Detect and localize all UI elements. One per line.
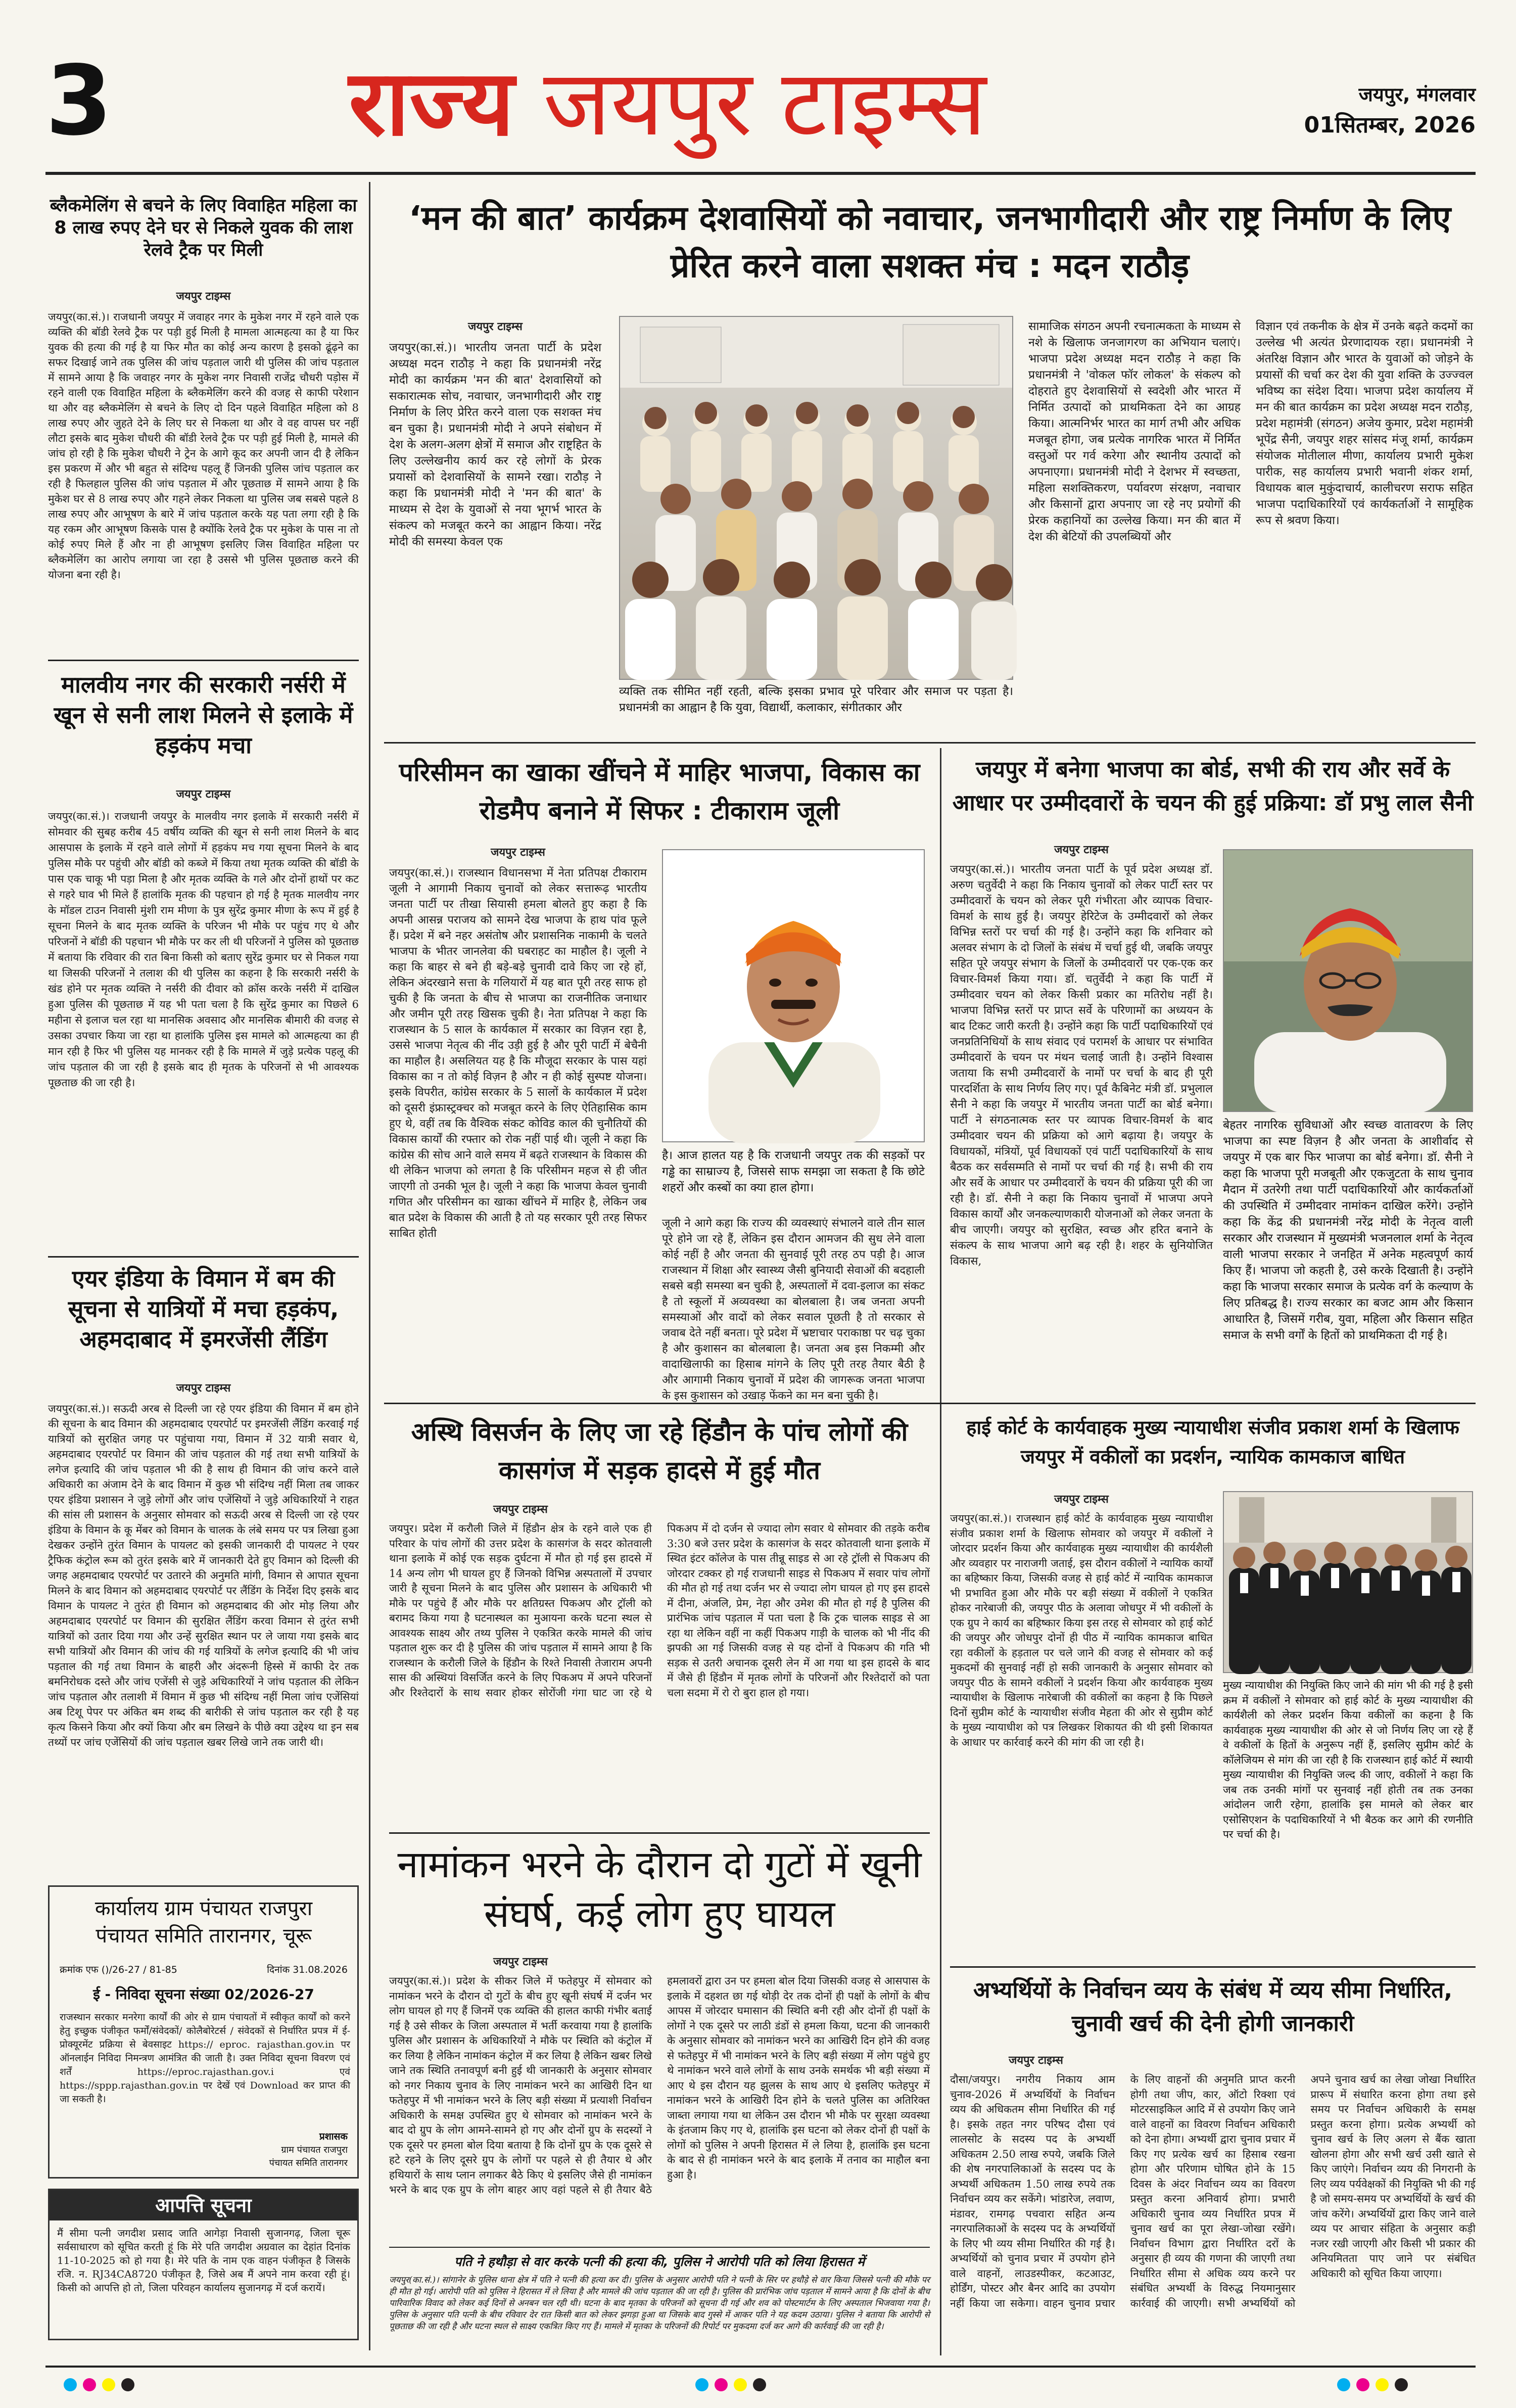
divider	[389, 2247, 930, 2248]
story-nursery-body: जयपुर(का.सं.)। राजधानी जयपुर के मालवीय नगर इलाके में सरकारी नर्सरी में सोमवार की सुबह करीब 45 वर्षीय व्यक्ति की खून से सनी लाश मिलने के बाद आसपास के इलाके में रहने वाले लोगों में हड़कंप मच गया सूचना मिलने के बाद पुलिस मौके पर पहुंची और बॉडी को कब्जे में किया तथा मृतक व्यक्ति की बॉडी के पास एक चाकू भी पड़ा मिला है और मृतक व्यक्ति के गले और दोनों हाथों पर कट से गहरे घाव भी मिले हैं हालांकि मृतक की पहचान हो गई है मृतक मालवीय नगर के मॉडल टाउन निवासी मुंशी राम मीणा के पुत्र सुरेंद्र कुमार मीणा के रूप में हुई है सूचना मिलने के बाद मृतक व्यक्ति के परिजन भी मौके पर पहुंच गए थे और परिजनों ने बॉडी की पहचान भी मौके पर कर ली थी परिजनों ने पुलिस को पूछताछ में बताया कि रविवार की रात बिना किसी को बताए सुरेंद्र कुमार घर से निकल गया था जिसकी परिजनों ने तलाश की थी पुलिस का कहना है कि सरकारी नर्सरी के खंड होने पर मृतक व्यक्ति ने नर्सरी की दीवार को क्रॉस करके नर्सरी में दाखिल हुआ पुलिस की पूछताछ में यह भी पता चला है कि सुरेंद्र कुमार का पिछले 6 महीना से इलाज चल रहा था मानसिक अवसाद और मानसिक बीमारी की वजह से उसका उपचार किया जा रहा था हालांकि पुलिस इस मामले को आत्महत्या का ही मान रही है फिर भी पुलिस यह मानकर रही है कि मामले में जुड़े प्रत्येक पहलू की जांच पड़ताल की जा रही है इसके बाद ही मृतक के परिजनों से भी आवश्यक पूछताछ की जा रही है।	[48, 810, 359, 1089]
footer-rule	[45, 2366, 1476, 2368]
story-mannkibaat-byline: जयपुर टाइम्स	[468, 320, 523, 333]
objection-body: मैं सीमा पत्नी जगदीश प्रसाद जाति आगेड़ा निवासी सुजानगढ़, जिला चूरू सर्वसाधारण को सूचित करती हूं कि मेरे पति जगदीश अग्रवाल का देहांत दिनांक 11-10-2025 को हो गया है। मेरे पति के नाम एक वाहन पंजीकृत है जिसके रजि. न. RJ34CA8720 पंजीकृत है, जिसे अब मैं अपने नाम करवा रही हूं। किसी को आपत्ति हो तो, जिला परिवहन कार्यालय सुजानगढ़ में दर्ज करायें।	[57, 2227, 350, 2294]
story-expense-byline: जयपुर टाइम्स	[1009, 2054, 1063, 2067]
footer-registration-marks	[692, 2378, 844, 2398]
tender-signatory-office: ग्राम पंचायत राजपुरा पंचायत समिति तारानगर	[269, 2145, 348, 2168]
story-hindon-body: जयपुर। प्रदेश में करौली जिले में हिंडौन क्षेत्र के रहने वाले एक ही परिवार के पांच लोगों की उत्तर प्रदेश के कासगंज के सदर कोतवाली थाना इलाके में कोई एक सड़क दुर्घटना में मौत हो गई इस हादसे में 14 अन्य लोग भी घायल हुए हैं जिनको विभिन्न अस्पतालों में उपचार जारी है सूचना मिलने के बाद पुलिस और प्रशासन के अधिकारी भी मौके पर पहुंचे हैं और मौके पर क्षतिग्रस्त पिकअप और ट्रॉली को बरामद किया गया है घटनास्थल का मुआयना करके घटना स्थल से आवश्यक साक्ष्य और तथ्य पुलिस ने एकत्रित करके मामले की जांच पड़ताल शुरू कर दी है पुलिस की जांच पड़ताल में सामने आया है कि राजस्थान के करौली जिले के हिंडौन के रिश्ते निवासी तेजाराम अपनी सास की अस्थियां विसर्जित करने के लिए पिकअप में अपने परिजनों और रिश्तेदारों के साथ सवार होकर सोरोंजी गंगा घाट जा रहे थे पिकअप में दो दर्जन से ज्यादा लोग सवार थे सोमवार की तड़के करीब 3:30 बजे उत्तर प्रदेश के कासगंज के सदर कोतवाली थाना इलाके में स्थित इंटर कॉलेज के पास तीन्नू साइड से आ रहे ट्रॉली से पिकअप की जोरदार टक्कर हो गई राजधानी साइड से पिकअप में सवार पांच लोगों की मौत हो गई तथा दर्जन भर से ज्यादा लोग घायल हो गए इस हादसे में दीना, अंजलि, प्रेम, नेहा और उमेश की मौत हो गई है पुलिस की प्रारंभिक जांच पड़ताल में पता चला है कि ट्रक चालक साइड से आ रहा था लेकिन वहीं ना कहीं पिकअप गाड़ी के चालक को भी नींद की झपकी आ गई जिसकी वजह से यह दोनों वे पिकअप की गति भी सड़क से उतरी अचानक दूसरी लेन में आ गया था इस हादसे के बाद में जैसे ही हिंडौन में मृतक लोगों के परिजनों और रिश्तेदारों को पता चला सदमा में रो रो बुरा हाल हो गया।	[389, 1522, 930, 1699]
story-blackmail-headline: ब्लैकमेलिंग से बचने के लिए विवाहित महिला का 8 लाख रुपए देने घर से निकले युवक की लाश रेलवे ट्रैक पर मिली	[50, 196, 357, 260]
masthead-name: जयपुर टाइम्स	[543, 51, 986, 156]
story-nursery-headline: मालवीय नगर की सरकारी नर्सरी में खून से सनी लाश मिलने से इलाके में हड़कंप मचा	[54, 671, 353, 759]
divider	[950, 1966, 1476, 1968]
story-jully-headline: परिसीमन का खाका खींचने में माहिर भाजपा, विकास का रोडमैप बनाने में सिफर : टीकाराम जूली	[399, 758, 920, 825]
lower-column-divider	[940, 1410, 941, 2355]
story-hindon-headline: अस्थि विसर्जन के लिए जा रहे हिंडौन के पांच लोगों की कासगंज में सड़क हादसे में हुई मौत	[411, 1417, 908, 1485]
masthead-date: 01सितम्बर, 2026	[1304, 112, 1476, 138]
tender-org-line1: कार्यालय ग्राम पंचायत राजपुरा	[94, 1897, 313, 1920]
story-blackmail-byline: जयपुर टाइम्स	[176, 290, 231, 303]
story-expense-headline: अभ्यर्थियों के निर्वाचन व्यय के संबंध में व्यय सीमा निर्धारित, चुनावी खर्च की देनी होगी जानकारी	[973, 1977, 1453, 2036]
story-nursery-byline: जयपुर टाइम्स	[176, 788, 231, 801]
masthead-title	[349, 45, 1107, 167]
story-hanging-headline: पति ने हथौड़ा से वार करके पत्नी की हत्या की, पुलिस ने आरोपी पति को लिया हिरासत में	[454, 2254, 865, 2269]
story-hindon-byline: जयपुर टाइम्स	[493, 1503, 548, 1516]
objection-notice	[48, 2189, 359, 2340]
tender-org-line2: पंचायत समिति तारानगर, चूरू	[96, 1924, 312, 1948]
footer-registration-marks	[1334, 2378, 1486, 2398]
registration-dot	[734, 2378, 747, 2391]
registration-dot	[83, 2378, 96, 2391]
story-jully-byline: जयपुर टाइम्स	[491, 846, 545, 859]
tender-ref-date: दिनांक 31.08.2026	[267, 1964, 348, 1975]
highcourt-photo-caption: मुख्य न्यायाधीश की नियुक्ति किए जाने की मांग भी की गई है इसी क्रम में वकीलों ने सोमवार को हाई कोर्ट के मुख्य न्यायाधीश की कार्यशैली को लेकर प्रदर्शन किया वकीलों का कहना है कि कार्यवाहक मुख्य न्यायाधीश की ओर से जो निर्णय लिए जा रहे हैं वे वकीलों के हितों के अनुरूप नहीं हैं, इसलिए सुप्रीम कोर्ट के कॉलेजियम से मांग की जा रही है कि राजस्थान हाई कोर्ट में स्थायी मुख्य न्यायाधीश की नियुक्ति जल्द की जाए, वकीलों ने कहा कि जब तक उनकी मांगों पर सुनवाई नहीं होती तब तक उनका आंदोलन जारी रहेगा, हालांकि इस मामले को लेकर बार एसोसिएशन के पदाधिकारियों ने भी बैठक कर आगे की रणनीति पर चर्चा की है।	[1223, 1679, 1473, 1840]
registration-dot	[695, 2378, 708, 2391]
story-mannkibaat-body-mid: सामाजिक संगठन अपनी रचनात्मकता के माध्यम से नशे के खिलाफ जनजागरण का अभियान चलाएं। भाजपा प्रदेश अध्यक्ष मदन राठौड़ ने कहा कि प्रधानमंत्री ने 'वोकल फॉर लोकल' के संकल्प को दोहराते हुए देशवासियों से स्वदेशी और भारत में निर्मित उत्पादों को प्राथमिकता देने का आग्रह किया। आत्मनिर्भर भारत का मार्ग तभी और अधिक मजबूत होगा, जब प्रत्येक नागरिक भारत में निर्मित वस्तुओं पर गर्व करेगा और स्थानीय उत्पादों को अपनाएगा। प्रधानमंत्री मोदी ने देशभर में स्वच्छता, महिला सशक्तिकरण, पर्यावरण संरक्षण, नवाचार और किसानों द्वारा अपनाए जा रहे नए प्रयोगों की प्रेरक कहानियों का उल्लेख किया। मन की बात में देश की बेटियों की उपलब्धियों और	[1028, 320, 1241, 543]
audience-photo-illustration	[620, 317, 1012, 679]
jully-portrait-illustration	[663, 850, 924, 1141]
divider	[48, 1256, 359, 1258]
jully-photo	[662, 849, 925, 1142]
jully-photo-caption: है। आज हालत यह है कि राजधानी जयपुर तक की सड़कों पर गड्ढे का साम्राज्य है, जिससे साफ समझा जा सकता है कि छोटे शहरों और कस्बों का क्या हाल होगा।	[662, 1149, 925, 1194]
saini-photo-caption: बेहतर नागरिक सुविधाओं और स्वच्छ वातावरण के लिए भाजपा का स्पष्ट विज़न है और जनता के आशीर्वाद से जयपुर में एक बार फिर भाजपा का बोर्ड बनेगा। डॉ. सैनी ने कहा कि भाजपा पूरी मजबूती और एकजुटता के साथ चुनाव मैदान में उतरेगी तथा पार्टी पदाधिकारियों और कार्यकर्ताओं की उपस्थिति में उम्मीदवार नामांकन दाखिल करेंगे। उन्होंने कहा कि केंद्र की प्रधानमंत्री नरेंद्र मोदी के नेतृत्व वाली सरकार और राजस्थान में मुख्यमंत्री भजनलाल शर्मा के नेतृत्व वाली भाजपा सरकार ने जनहित में अनेक महत्वपूर्ण कार्य किए हैं। भाजपा जो कहती है, उसे करके दिखाती है। उन्होंने कहा कि भाजपा सरकार समाज के प्रत्येक वर्ग के कल्याण के लिए प्रतिबद्ध है। राज्य सरकार का बजट आम और किसान आधारित है, जिसमें गरीब, युवा, महिला और किसान सहित समाज के सभी वर्गों के हितों को प्राथमिकता दी गई है।	[1223, 1119, 1473, 1342]
tender-ref-no: क्रमांक एफ ()/26-27 / 81-85	[60, 1964, 177, 1975]
tender-signatory: प्रशासक	[319, 2131, 348, 2142]
registration-dot	[715, 2378, 728, 2391]
saini-photo	[1223, 849, 1473, 1112]
tender-notice	[48, 1885, 359, 2179]
story-airindia-body: जयपुर(का.सं.)। सऊदी अरब से दिल्ली जा रहे एयर इंडिया की विमान में बम होने की सूचना के बाद विमान की अहमदाबाद एयरपोर्ट पर इमरजेंसी लैंडिंग करवाई गई यात्रियों को सुरक्षित जगह पर पहुंचाया गया, विमान में 32 यात्री सवार थे, अहमदाबाद एयरपोर्ट पर विमान की जांच पड़ताल की गई तथा सभी यात्रियों के लगेज इत्यादि की जांच पड़ताल भी की है साथ ही विमान की जांच करने वाले अधिकारी का अंजाम देने के बाद विमान में कुछ भी संदिग्ध नहीं मिला तब जाकर एयर इंडिया प्रशासन ने जुड़े लोगों और जांच एजेंसियों ने जुड़े अधिकारियों ने राहत की सांस ली प्रशासन के अनुसार सोमवार को सऊदी अरब से दिल्ली जा रहे एयर इंडिया के विमान के कू मेंबर को विमान के चालक के लंबे समय पर पत्र लिखा हुआ देखकर उन्होंने तुरंत विमान के पायलट को इसकी जानकारी दी पायलट ने एयर ट्रैफिक कंट्रोल रूम को तुरंत इसके बारे में जानकारी देते हुए विमान को दिल्ली की जगह अहमदाबाद एयरपोर्ट पर उतारने की अनुमति मांगी, विमान से आपात सूचना मिलने के बाद विमान को अहमदाबाद एयरपोर्ट पर लैंडिंग के निर्देश दिए इसके बाद विमान के पायलट ने तुरंत ही विमान को अहमदाबाद की ओर मोड़ लिया और अहमदाबाद एयरपोर्ट पर विमान की सुरक्षित लैंडिंग करवा विमान से तुरंत सभी यात्रियों को उतार दिया गया और उन्हें सुरक्षित स्थान पर ले जाया गया इसके बाद सभी यात्रियों और विमान की जांच की गई यात्रियों के लगेज इत्यादि की भी जांच पड़ताल की गई तथा विमान के बाहरी और अंदरूनी हिस्से में काफी देर तक बमनिरोधक दस्ते और जांच एजेंसी से जुड़े अधिकारियों ने जांच पड़ताल की लेकिन जांच पड़ताल और तलाशी में विमान में कुछ भी संदिग्ध नहीं मिला जांच एजेंसियां अब टिशू पेपर पर अंकित बम शब्द की बारीकी से जांच पड़ताल कर रही है यह कृत्य किसने किया और क्यों किया और बम लिखने के पीछे क्या उद्देश्य था इन सब तथ्यों पर जांच एजेंसियों की जांच पड़ताल खबर लिखे जाने तक जारी थी।	[48, 1403, 359, 1748]
registration-dot	[64, 2378, 77, 2391]
center-column-divider	[940, 748, 941, 1410]
story-hanging-body: जयपुर(का.सं.)। सांगानेर के पुलिस थाना क्षेत्र में पति ने पत्नी की हत्या कर दी। पुलिस के अनुसार आरोपी पति ने पत्नी के सिर पर हथौड़े से वार किया जिससे पत्नी की मौके पर ही मौत हो गई। आरोपी पति को पुलिस ने हिरासत में ले लिया है और मामले की जांच पड़ताल की जा रही है। पुलिस की प्रारंभिक जांच पड़ताल में सामने आया है कि दोनों के बीच पारिवारिक विवाद को लेकर कई दिनों से अनबन चल रही थी। घटना के बाद मृतका के परिजनों को सूचना दी गई और शव को पोस्टमार्टम के लिए अस्पताल भिजवाया गया है। पुलिस के अनुसार पति पत्नी के बीच रविवार देर रात किसी बात को लेकर झगड़ा हुआ था जिसके बाद गुस्से में आकर पति ने यह कदम उठाया। पुलिस ने बताया कि आरोपी से पूछताछ की जा रही है और घटना स्थल से साक्ष्य एकत्रित किए गए हैं। मामले में मृतका के परिजनों की रिपोर्ट पर मुकदमा दर्ज कर आगे की कार्रवाई की जा रही है।	[389, 2275, 930, 2332]
masthead-rule	[45, 172, 1476, 175]
divider	[48, 660, 359, 661]
registration-dot	[1337, 2378, 1350, 2391]
registration-dot	[121, 2378, 134, 2391]
highcourt-photo	[1223, 1491, 1473, 1673]
story-jully-body-right: जूली ने आगे कहा कि राज्य की व्यवस्थाएं संभालने वाले तीन साल पूरे होने जा रहे हैं, लेकिन इस दौरान आमजन की सुध लेने वाला कोई नहीं है और जनता की सुनवाई पूरी तरह ठप पड़ी है। आज राजस्थान में शिक्षा और स्वास्थ्य जैसी बुनियादी सेवाओं की बदहाली सबसे बड़ी समस्या बन चुकी है, अस्पतालों में दवा-इलाज का संकट है तो स्कूलों में अव्यवस्था का बोलबाला है। जब जनता अपनी समस्याओं और वादों को लेकर सवाल पूछती है तो सरकार से जवाब देते नहीं बनता। पूरे प्रदेश में भ्रष्टाचार पराकाष्ठा पर चढ़ चुका है और कुशासन का बोलबाला है। जनता अब इस निकम्मी और वादाखिलाफी का हिसाब मांगने के लिए पूरी तरह तैयार बैठी है और आगामी निकाय चुनावों में प्रदेश की जागरूक जनता भाजपा के इस कुशासन को उखाड़ फेंकने का मन बना चुकी है।	[662, 1217, 925, 1402]
story-fight-byline: जयपुर टाइम्स	[493, 1956, 548, 1968]
masthead	[45, 45, 1476, 169]
tender-title: ई - निविदा सूचना संख्या 02/2026-27	[93, 1986, 314, 2003]
page-number: 3	[45, 45, 113, 157]
registration-dot	[1356, 2378, 1369, 2391]
objection-title: आपत्ति सूचना	[50, 2190, 357, 2220]
story-blackmail-body: जयपुर(का.सं.)। राजधानी जयपुर में जवाहर नगर के मुकेश नगर में रहने वाले एक व्यक्ति की बॉडी रेलवे ट्रैक पर पड़ी हुई मिली है मामला आत्महत्या का है या फिर युवक की हत्या की गई है या फिर मौत का कोई अन्य कारण है इसको ढूंढ़ने का सफर दिखाई जाने तक पुलिस की जांच पड़ताल जारी थी पुलिस की जांच पड़ताल में सामने आया है कि जवाहर नगर के मुकेश नगर निवासी राजेंद्र चौधरी पड़ोस में रहने वाली एक विवाहित महिला के ब्लैकमेलिंग करने की वजह से काफी परेशान था और वह ब्लैकमेलिंग से बचने के लिए दो दिन पहले विवाहित महिला को 8 लाख रुपए और जुहते देने के लिए घर से निकला था और वे वह वापस घर नहीं लौटा इसके बाद मुकेश चौधरी की बॉडी रेलवे ट्रैक पर पड़ी हुई मिली है, मामले की जांच हो रही है कि मुकेश चौधरी ने ट्रेन के आगे कूद कर अपनी जान दी है लेकिन इस प्रकरण में और भी बहुत से संदिग्ध पहलू हैं जिनकी पुलिस जांच पड़ताल कर रही है फिलहाल पुलिस की जांच पड़ताल में और पूछताछ में सामने आया है कि मुकेश घर से 8 लाख रुपए और गहने लेकर निकला था पुलिस जब सबसे पहले 8 लाख रुपए और आभूषण के बारे में जांच पड़ताल करके यह पता लगा रही है कि यह रकम और आभूषण किसके पास है क्योंकि रेलवे ट्रैक पर मुकेश के पास ना तो कोई रुपए मिले हैं और ना ही आभूषण इसलिए जिस विवाहित महिला पर ब्लैकमेलिंग का आरोप लगाया जा रहा है उससे भी पुलिस पूछताछ करने की योजना बना रही है।	[48, 311, 359, 581]
divider	[384, 742, 1476, 744]
left-column-divider	[369, 182, 370, 2350]
story-highcourt-byline: जयपुर टाइम्स	[1054, 1493, 1109, 1506]
story-highcourt-body: जयपुर(का.सं.)। राजस्थान हाई कोर्ट के कार्यवाहक मुख्य न्यायाधीश संजीव प्रकाश शर्मा के खिलाफ सोमवार को जयपुर में वकीलों ने जोरदार प्रदर्शन किया और कार्यवाहक मुख्य न्यायाधीश की कार्यशैली और व्यवहार पर नाराजगी जताई, इस दौरान वकीलों ने न्यायिक कार्यों का बहिष्कार किया, जिसकी वजह से हाई कोर्ट में न्यायिक कामकाज भी प्रभावित हुआ और मौके पर बड़ी संख्या में वकीलों ने एकत्रित होकर नारेबाजी की, जयपुर पीठ के अलावा जोधपुर में भी वकीलों के एक ग्रुप ने कार्य का बहिष्कार किया इस तरह से सोमवार को हाई कोर्ट की जयपुर और जोधपुर दोनों ही पीठ में न्यायिक कामकाज बाधित रहा वकीलों के हड़ताल पर चले जाने की वजह से सोमवार को कई मुकदमों की सुनवाई नहीं हो सकी जानकारी के अनुसार सोमवार को जयपुर पीठ के सामने वकीलों ने प्रदर्शन किया और कार्यवाहक मुख्य न्यायाधीश के खिलाफ नारेबाजी की वकीलों का कहना है कि पिछले दिनों सुप्रीम कोर्ट के न्यायाधीश संजीव मेहता की ओर से सुप्रीम कोर्ट के मुख्य न्यायाधीश को पत्र लिखकर शिकायत की थी इसी शिकायत के आधार पर कार्रवाई करने की मांग की जा रही है।	[950, 1512, 1213, 1748]
saini-portrait-illustration	[1224, 850, 1472, 1111]
masthead-city-day: जयपुर, मंगलवार	[1358, 83, 1476, 106]
story-mannkibaat-body-right: विज्ञान एवं तकनीक के क्षेत्र में उनके बढ़ते कदमों का उल्लेख भी अत्यंत प्रेरणादायक रहा। प्रधानमंत्री ने अंतरिक्ष विज्ञान और भारत के युवाओं को जोड़ने के प्रयासों की चर्चा कर देश की युवा शक्ति के उज्ज्वल भविष्य का संदेश दिया। भाजपा प्रदेश कार्यालय में मन की बात कार्यक्रम का प्रदेश अध्यक्ष मदन राठौड़, प्रदेश महामंत्री (संगठन) अजेय कुमार, प्रदेश महामंत्री भूपेंद्र सैनी, जयपुर शहर सांसद मंजू शर्मा, कार्यक्रम संयोजक मोतीलाल मीणा, कार्यालय प्रभारी मुकेश पारीक, सह कार्यालय प्रभारी भवानी शंकर शर्मा, विधायक बाल मुकुंदाचार्य, कालीचरण सराफ सहित भाजपा पदाधिकारियों एवं कार्यकर्ताओं ने सामूहिक रूप से श्रवण किया।	[1256, 320, 1473, 527]
story-saini-body: जयपुर(का.सं.)। भारतीय जनता पार्टी के पूर्व प्रदेश अध्यक्ष डॉ. अरुण चतुर्वेदी ने कहा कि निकाय चुनावों को लेकर पार्टी स्तर पर उम्मीदवारों के चयन को लेकर पूरी गंभीरता और व्यापक विचार-विमर्श के साथ हुई है। जयपुर हेरिटेज के उम्मीदवारों को लेकर विभिन्न स्तरों पर चर्चा की गई है। उन्होंने कहा कि शनिवार को अलवर संभाग के दो जिलों के संबंध में चर्चा हुई थी, जबकि जयपुर सहित पूरे जयपुर संभाग के जिलों के उम्मीदवारों पर एक-एक कर विचार-विमर्श किया गया। डॉ. चतुर्वेदी ने कहा कि पार्टी में उम्मीदवार चयन को लेकर किसी प्रकार का मतिरोध नहीं है। भाजपा विभिन्न स्तरों पर प्राप्त सर्वे के परिणामों का अध्ययन के बाद टिकट जारी करती है। उन्होंने कहा कि पार्टी पदाधिकारियों एवं जनप्रतिनिधियों के साथ संवाद एवं परामर्श के आधार पर संभावित उम्मीदवारों के चयन पर मंथन चलाई जाती है। उन्होंने विश्वास जताया कि सभी उम्मीदवारों के नामों पर चर्चा के बाद ही पूरी पारदर्शिता के साथ निर्णय लिए गए। पूर्व कैबिनेट मंत्री डॉ. प्रभुलाल सैनी ने कहा कि जयपुर में भारतीय जनता पार्टी का बोर्ड बनेगा। पार्टी ने संगठनात्मक स्तर पर व्यापक विचार-विमर्श के बाद उम्मीदवार चयन की प्रक्रिया को आगे बढ़ाया है। जयपुर के विधायकों, मंत्रियों, पूर्व विधायकों एवं पार्टी पदाधिकारियों के साथ बैठक कर सर्वसम्मति से नामों पर चर्चा की गई है। सभी की राय और सर्वे के आधार पर उम्मीदवारों के चयन की प्रक्रिया पूरी की जा रही है। डॉ. सैनी ने कहा कि निकाय चुनावों में भाजपा अपने विकास कार्यों और जनकल्याणकारी योजनाओं को लेकर जनता के बीच जाएगी। जयपुर को सुरक्षित, स्वच्छ और हरित बनाने के संकल्प के साथ भाजपा आगे बढ़ रही है। शहर के सुनियोजित विकास,	[950, 863, 1213, 1268]
story-airindia-headline: एयर इंडिया के विमान में बम की सूचना से यात्रियों में मचा हड़कंप, अहमदाबाद में इमरजेंसी लैंडिंग	[68, 1265, 339, 1353]
lawyers-protest-illustration	[1224, 1492, 1472, 1672]
divider	[389, 1832, 930, 1834]
story-jully-body-left: जयपुर(का.सं.)। राजस्थान विधानसभा में नेता प्रतिपक्ष टीकाराम जूली ने आगामी निकाय चुनावों को लेकर सत्तारूढ़ भारतीय जनता पार्टी पर तीखा सियासी हमला बोलते हुए कहा है कि अपनी आसन्न पराजय को सामने देख भाजपा के हाथ पांव फूले हैं। प्रदेश में बने नहर असंतोष और प्रशासनिक नाकामी के चलते भाजपा के भीतर जानलेवा की घबराहट का माहौल है। जूली ने कहा कि बाहर से बने ही बड़े-बड़े चुनावी दावे किए जा रहे हों, लेकिन अंदरखाने सत्ता के गलियारों में यह बात पूरी तरह साफ हो चुकी है कि जनता के बीच से भाजपा का राजनीतिक जनाधार और जमीन पूरी तरह खिसक चुकी है। नेता प्रतिपक्ष ने कहा कि राजस्थान के 5 साल के कार्यकाल में सरकार का विज़न रहा है, उससे भाजपा नेतृत्व की नींद उड़ी हुई है और पूरी पार्टी में बेचैनी का माहौल है। असलियत यह है कि मौजूदा सरकार के पास यहां विकास का न तो कोई विज़न है और न ही कोई सुस्पष्ट योजना। इसके विपरीत, कांग्रेस सरकार के 5 सालों के कार्यकाल में प्रदेश को दूसरी इंफ्रास्ट्रक्चर को मजबूत करने के लिए ऐतिहासिक काम हुए थे, वहीं तब कि वैश्विक संकट कोविड काल की चुनौतियों की विकास कार्यों की रफ्तार को रोक नहीं पाई थी। जूली ने कहा कि कांग्रेस की सोच आने वाले समय में बढ़ते राजस्थान के विकास की थी लेकिन भाजपा को लगता है कि परिसीमन महज से ही जीत जाएगी तो उनकी भूल है। जूली ने कहा कि भाजपा केवल चुनावी गणित और परिसीमन का खाका खींचने में माहिर है, लेकिन जब बात प्रदेश के विकास की आती है तो यह सरकार पूरी तरह सिफर साबित होती	[389, 867, 647, 1240]
story-saini-byline: जयपुर टाइम्स	[1054, 844, 1109, 856]
masthead-section: राज्य	[349, 51, 514, 156]
registration-dot	[753, 2378, 766, 2391]
registration-dot	[1395, 2378, 1408, 2391]
story-expense-body: दौसा/जयपुर। नगरीय निकाय आम चुनाव-2026 में अभ्यर्थियों के निर्वाचन व्यय की अधिकतम सीमा निर्धारित की गई है। इसके तहत नगर परिषद दौसा एवं लालसोट के सदस्य पद के अभ्यर्थी अधिकतम 2.50 लाख रुपये, जबकि जिले की शेष नगरपालिकाओं के सदस्य पद के अभ्यर्थी अधिकतम 1.50 लाख रुपये तक निर्वाचन व्यय कर सकेंगे। भांडारेज, लवाण, मंडावर, रामगढ़ पचवारा सहित अन्य नगरपालिकाओं के सदस्य पद के अभ्यर्थियों के लिए भी व्यय सीमा निर्धारित की गई है। अभ्यर्थियों को चुनाव प्रचार में उपयोग होने वाले वाहनों, लाउडस्पीकर, कटआउट, होर्डिंग, पोस्टर और बैनर आदि का उपयोग नहीं किया जा सकेगा। वाहन चुनाव प्रचार के लिए वाहनों की अनुमति प्राप्त करनी होगी तथा जीप, कार, ऑटो रिक्शा एवं मोटरसाइकिल आदि में से उपयोग किए जाने वाले वाहनों का विवरण निर्वाचन अधिकारी को देना होगा। अभ्यर्थी द्वारा चुनाव प्रचार में किए गए प्रत्येक खर्च का हिसाब रखना होगा और परिणाम घोषित होने के 15 दिवस के अंदर निर्वाचन व्यय का विवरण प्रस्तुत करना अनिवार्य होगा। प्रभारी अधिकारी चुनाव व्यय निर्धारित प्रपत्र में चुनाव खर्च का पूरा लेखा-जोखा रखेंगे। निर्वाचन विभाग द्वारा निर्धारित दरों के अनुसार ही व्यय की गणना की जाएगी तथा निर्धारित सीमा से अधिक व्यय करने पर संबंधित अभ्यर्थी के विरुद्ध नियमानुसार कार्रवाई की जाएगी। सभी अभ्यर्थियों को अपने चुनाव खर्च का लेखा जोखा निर्धारित प्रारूप में संधारित करना होगा तथा इसे समय पर निर्वाचन अधिकारी के समक्ष प्रस्तुत करना होगा। प्रत्येक अभ्यर्थी को चुनाव खर्च के लिए अलग से बैंक खाता खोलना होगा और सभी खर्च उसी खाते से किए जाएंगे। निर्वाचन व्यय की निगरानी के लिए व्यय पर्यवेक्षकों की नियुक्ति भी की गई है जो समय-समय पर अभ्यर्थियों के खर्च की जांच करेंगे। अभ्यर्थियों द्वारा किए जाने वाले व्यय पर आचार संहिता के अनुसार कड़ी नजर रखी जाएगी और किसी भी प्रकार की अनियमितता पाए जाने पर संबंधित अधिकारी को सूचित किया जाएगा।	[950, 2073, 1476, 2309]
story-fight-body: जयपुर(का.सं.)। प्रदेश के सीकर जिले में फतेहपुर में सोमवार को नामांकन भरने के दौरान दो गुटों के बीच हुए खूनी संघर्ष में दर्जन भर लोग घायल हो गए हैं जिनमें एक व्यक्ति की हालत काफी गंभीर बताई गई है उसे सीकर के जिला अस्पताल में भर्ती करवाया गया है हालांकि पुलिस और प्रशासन के अधिकारियों ने मौके पर स्थिति को कंट्रोल में कर लिया है लेकिन नामांकन कंट्रोल में कर लिया है लेकिन खबर लिखे जाने तक स्थिति तनावपूर्ण बनी हुई थी जानकारी के अनुसार सोमवार को नगर निकाय चुनाव के लिए नामांकन भरने का आखिरी दिन था फतेहपुर में भी नामांकन भरने के लिए बड़ी संख्या में प्रत्याशी निर्वाचन अधिकारी के समक्ष उपस्थित हुए थे सोमवार को नामांकन भरने के बाद दो ग्रुप के लोग आमने-सामने हो गए और दोनों ग्रुप के सदस्यों ने एक दूसरे पर हमला बोल दिया बताया है कि दोनों ग्रुप के एक दूसरे से हटे रहने के लिए दूसरे ग्रुप के लोगों पर पहले से ही तैयार थे और हथियारों के साथ प्लान लगाकर बैठे किए थे इसलिए जैसे ही नामांकन भरने के बाद एक ग्रुप के लोग बाहर आए वहां पहले से ही तैयार बैठे हमलावरों द्वारा उन पर हमला बोल दिया जिसकी वजह से आसपास के इलाके में दहशत छा गई थोड़ी देर तक दोनों ही पक्षों के लोगों के बीच आपस में जोरदार घमासान की स्थिति बनी रही और दोनों ही पक्षों के लोगों ने एक दूसरे पर लाठी डंडों से हमला किया, घटना की जानकारी के अनुसार सोमवार को नामांकन भरने का आखिरी दिन होने की वजह से फतेहपुर में भी नामांकन भरने के लिए बड़ी संख्या में लोग पहुंचे हुए थे नामांकन भरने वाले लोगों के साथ उनके समर्थक भी बड़ी संख्या में आए थे इस दौरान यह झुलस के साथ आए थे इसलिए फतेहपुर में नामांकन भरने के आखिरी दिन होने के चलते पुलिस का अतिरिक्त जाब्ता लगाया गया था लेकिन उस दौरान भी मौके पर सुरक्षा व्यवस्था के इंतजाम किए गए थे, हालांकि इस घटना को लेकर दोनों ही पक्षों के लोगों को पुलिस ने अपनी हिरासत में ले लिया है, हालांकि इस घटना के बाद से ही नामांकन भरने के बाद इलाके में तनाव का माहौल बना हुआ है।	[389, 1975, 930, 2196]
story-mannkibaat-headline: ‘मन की बात’ कार्यक्रम देशवासियों को नवाचार, जनभागीदारी और राष्ट्र निर्माण के लिए प्रेरित करने वाला सशक्त मंच : मदन राठौड़	[408, 199, 1451, 285]
story-saini-headline: जयपुर में बनेगा भाजपा का बोर्ड, सभी की राय और सर्वे के आधार पर उम्मीदवारों के चयन की हुई प्रक्रिया: डॉ प्रभु लाल सैनी	[952, 757, 1474, 816]
mannkibaat-photo-caption: व्यक्ति तक सीमित नहीं रहती, बल्कि इसका प्रभाव पूरे परिवार और समाज पर पड़ता है। प्रधानमंत्री का आह्वान है कि युवा, विद्यार्थी, कलाकार, संगीतकार और	[619, 685, 1013, 714]
tender-body: राजस्थान सरकार मनरेगा कार्यों की ओर से ग्राम पंचायतों में स्वीकृत कार्यों को करने हेतु इच्छुक पंजीकृत फर्मों/संवेदकों/ कोलैबोरेटर्स / संवेदकों से निर्धारित प्रपत्र में ई-प्रोक्यूरमेंट प्रक्रिया से बेवसाइट https:// eproc. rajasthan.gov.in पर ऑनलाईन निविदा निमन्त्रण आमंत्रित की जाती है। उक्त निविदा सूचना विवरण एवं शर्तें https://eproc.rajasthan.gov.i एवं https://sppp.rajasthan.gov.in पर देखें एवं Download कर प्राप्त की जा सकती है।	[60, 2012, 350, 2105]
footer-registration-marks	[61, 2378, 212, 2398]
story-mannkibaat-body-left: जयपुर(का.सं.)। भारतीय जनता पार्टी के प्रदेश अध्यक्ष मदन राठौड़ ने कहा कि प्रधानमंत्री नरेंद्र मोदी का कार्यक्रम 'मन की बात' देशवासियों को सकारात्मक सोच, नवाचार, जनभागीदारी और राष्ट्र निर्माण के लिए प्रेरित करने वाला एक सशक्त मंच बन चुका है। प्रधानमंत्री मोदी ने अपने संबोधन में देश के अलग-अलग क्षेत्रों में समाज और राष्ट्रहित के लिए उल्लेखनीय कार्य कर रहे लोगों के प्रेरक प्रयासों को देशवासियों के सामने रखा। राठौड़ ने कहा कि प्रधानमंत्री मोदी ने 'मन की बात' के माध्यम से देश के युवाओं से नया भूगर्भ भारत के संकल्प को मजबूत करने का आह्वान किया। नरेंद्र मोदी की समस्या केवल एक	[389, 341, 601, 548]
story-highcourt-headline: हाई कोर्ट के कार्यवाहक मुख्य न्यायाधीश संजीव प्रकाश शर्मा के खिलाफ जयपुर में वकीलों का प्रदर्शन, न्यायिक कामकाज बाधित	[966, 1416, 1459, 1468]
divider	[384, 1403, 1476, 1404]
story-airindia-byline: जयपुर टाइम्स	[176, 1382, 231, 1395]
mannkibaat-photo	[619, 316, 1013, 680]
registration-dot	[1376, 2378, 1389, 2391]
registration-dot	[102, 2378, 115, 2391]
story-fight-headline: नामांकन भरने के दौरान दो गुटों में खूनी संघर्ष, कई लोग हुए घायल	[397, 1843, 922, 1936]
